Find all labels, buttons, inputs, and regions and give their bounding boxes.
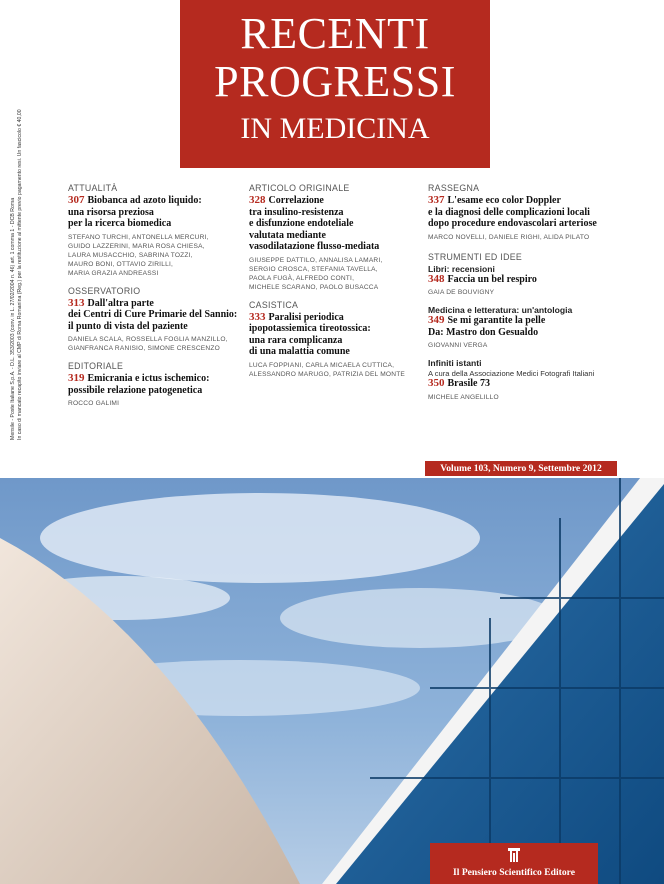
toc-entry[interactable] — [68, 183, 243, 278]
postal-line1: Mensile - Poste Italiane S.p.A. - D.L. 353/2003 (conv. in L. 27/02/2004 n. 46) art. 1 comma 1 - DCB Roma — [10, 197, 16, 440]
masthead-line1: RECENTI — [240, 9, 430, 58]
article-title: 350 Brasile 73 — [428, 377, 490, 389]
authors: STEFANO TURCHI, ANTONELLA MERCURI, GUIDO LAZZERINI, MARIA ROSA CHIESA, LAURA MUSACCHIO, SABRINA TOZZI, MAURO BONI, OTTAVIO ZIRILLI, MARIA GRAZIA ANDREASSI — [68, 233, 209, 277]
masthead — [180, 0, 490, 168]
authors: MARCO NOVELLI, DANIELE RIGHI, ALIDA PILATO — [428, 233, 590, 241]
cover-photo-image — [0, 478, 664, 884]
page-number: 319 — [68, 372, 85, 384]
page-number: 348 — [428, 272, 445, 285]
postal-info — [0, 0, 40, 440]
page-number: 328 — [249, 194, 266, 206]
masthead-line2: PROGRESSI — [214, 57, 456, 106]
authors: LUCA FOPPIANI, CARLA MICAELA CUTTICA, ALESSANDRO MARUGO, PATRIZIA DEL MONTE — [249, 361, 406, 378]
authors: GIUSEPPE DATTILO, ANNALISA LAMARI, SERGIO CROSCA, STEFANIA TAVELLA, PAOLA FUGÀ, ALFREDO CONTI, MICHELE SCARANO, PAOLO BUSACCA — [249, 256, 383, 291]
section-label: STRUMENTI ED IDEE — [428, 251, 523, 262]
rubric-label: Libri: recensioni — [428, 263, 495, 274]
toc-entry[interactable] — [68, 286, 243, 354]
publisher-name: Il Pensiero Scientifico Editore — [453, 867, 575, 878]
toc-column-1 — [68, 183, 243, 416]
article-title: 319 Emicrania e ictus ischemico: possibile relazione patogenetica — [68, 372, 210, 396]
toc-column-2 — [249, 183, 424, 387]
toc-entry[interactable] — [249, 183, 424, 292]
page-number: 313 — [68, 296, 85, 309]
section-label: EDITORIALE — [68, 361, 124, 371]
toc-entry[interactable] — [428, 264, 618, 298]
article-title: 328 Correlazione tra insulino-resistenza e disfunzione endoteliale valutata mediante vasodilatazione flusso-mediata — [249, 194, 380, 252]
toc-entry[interactable] — [428, 183, 618, 242]
section-label: RASSEGNA — [428, 183, 480, 193]
authors: DANIELA SCALA, ROSSELLA FOGLIA MANZILLO, GIANFRANCA RANISIO, SIMONE CRESCENZO — [68, 336, 228, 352]
article-title: 333 Paralisi periodica ipopotassiemica tireotossica: una rara complicanza di una malattia comune — [249, 310, 371, 357]
page-number: 349 — [428, 314, 445, 326]
article-title: 337 L'esame eco color Doppler e la diagnosi delle complicazioni locali dopo procedure endovascolari arteriose — [428, 194, 597, 229]
rubric-label: Infiniti istanti — [428, 358, 482, 368]
publisher-badge — [430, 843, 598, 884]
toc-entry[interactable] — [68, 361, 243, 408]
toc-entry[interactable] — [428, 305, 618, 350]
article-title: 313 Dall'altra parte dei Centri di Cure Primarie del Sannio: il punto di vista del paziente — [68, 296, 238, 332]
section-label: OSSERVATORIO — [68, 285, 141, 296]
toc-entry[interactable] — [428, 358, 618, 402]
article-title: 349 Se mi garantite la pelle Da: Mastro don Gesualdo — [428, 314, 546, 338]
article-title: 348 Faccia un bel respiro — [428, 272, 537, 285]
rubric-subtitle: A cura della Associazione Medici Fotografi Italiani — [428, 369, 595, 378]
section-label: CASISTICA — [249, 299, 299, 310]
article-title: 307 Biobanca ad azoto liquido: una risorsa preziosa per la ricerca biomedica — [68, 194, 202, 229]
page-number: 337 — [428, 194, 445, 206]
toc-entry[interactable] — [249, 300, 424, 379]
toc-column-3 — [428, 183, 618, 410]
page-number: 350 — [428, 377, 445, 389]
volume-badge: Volume 103, Numero 9, Settembre 2012 — [425, 461, 617, 476]
section-label: ATTUALITÀ — [68, 183, 118, 193]
publisher-logo-icon — [506, 848, 522, 862]
authors: MICHELE ANGELILLO — [428, 393, 499, 401]
postal-line2: In caso di mancato recapito inviare al CMP di Roma Romanina (Reg.) per la restituzione al mittente previo pagamento resi. Un fascicolo € 40,00 — [17, 109, 23, 440]
authors: GAIA DE BOUVIGNY — [428, 289, 495, 296]
rubric-label: Medicina e letteratura: un'antologia — [428, 305, 573, 315]
masthead-line3: IN MEDICINA — [240, 112, 430, 145]
authors: GIOVANNI VERGA — [428, 342, 488, 349]
page-number: 307 — [68, 194, 85, 206]
section-label: ARTICOLO ORIGINALE — [249, 183, 350, 193]
cover-photo — [0, 478, 664, 884]
page-number: 333 — [249, 310, 266, 323]
authors: ROCCO GALIMI — [68, 400, 120, 407]
